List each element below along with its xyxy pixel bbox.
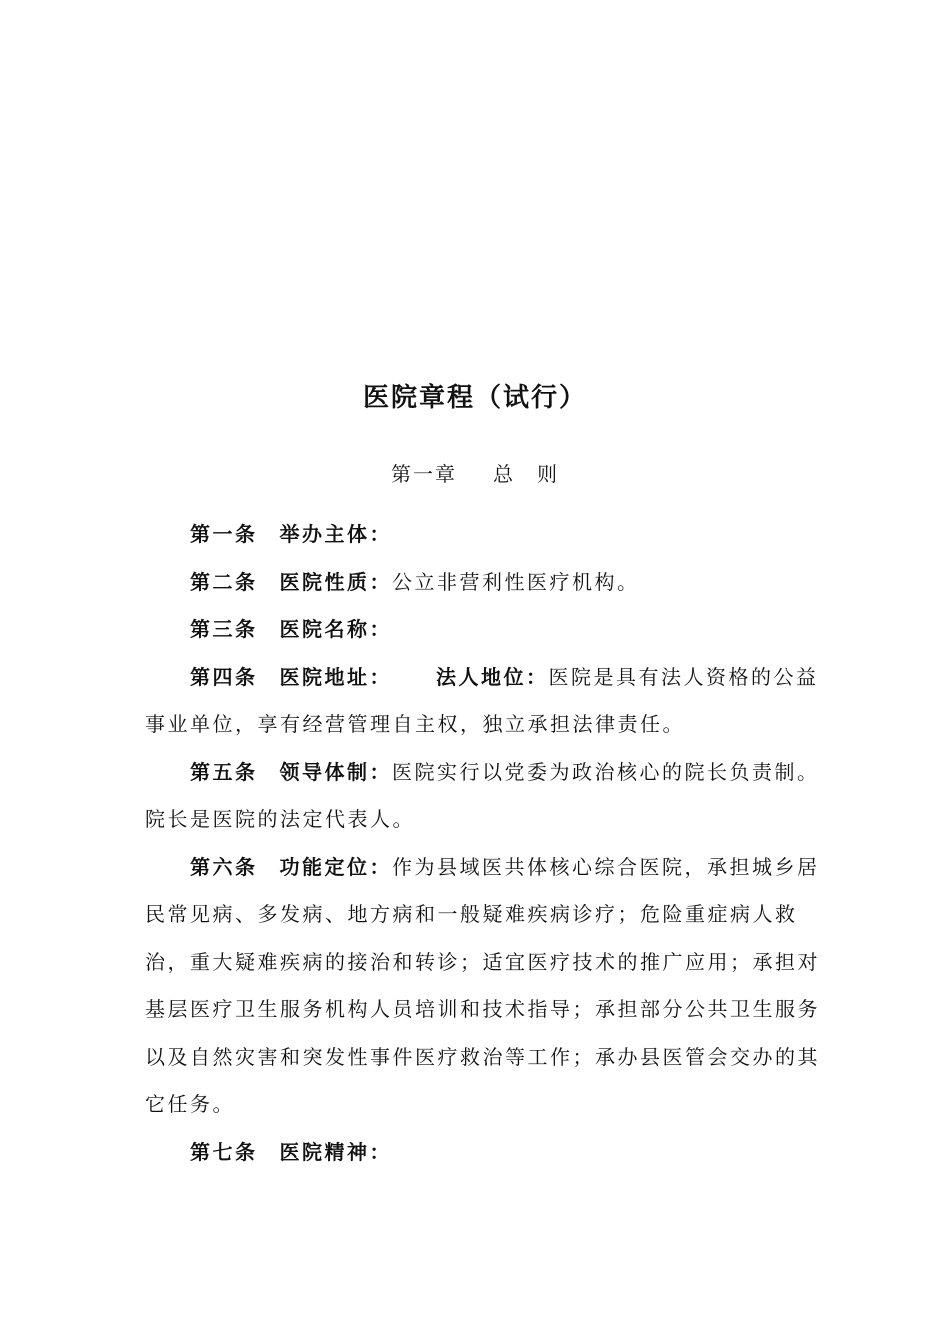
article-heading: 领导体制：: [279, 759, 392, 784]
article-5: [145, 749, 825, 844]
article-text: 公立非营利性医疗机构。: [392, 569, 640, 594]
article-heading: 医院名称：: [279, 617, 392, 641]
chapter-heading: [0, 458, 950, 490]
article-4: [145, 654, 825, 749]
article-number: 第一条: [190, 522, 258, 546]
chapter-name-first: 总: [493, 462, 515, 486]
article-number: 第四条: [190, 664, 258, 689]
article-1: [145, 511, 825, 559]
article-number: 第二条: [190, 569, 258, 594]
document-body: [145, 511, 825, 1176]
article-heading: 医院地址：: [279, 664, 392, 689]
article-7: [145, 1129, 825, 1177]
article-heading: 医院精神：: [279, 1139, 392, 1164]
article-number: 第三条: [190, 617, 258, 641]
article-number: 第七条: [190, 1139, 258, 1164]
article-number: 第六条: [190, 854, 258, 879]
article-text: 作为县域医共体核心综合医院，承担城乡居民常见病、多发病、地方病和一般疑难疾病诊疗；危险重症病人救治，重大疑难疾病的接治和转诊；适宜医疗技术的推广应用；承担对基层医疗卫生服务机构人员培训和技术指导；承担部分公共卫生服务以及自然灾害和突发性事件医疗救治等工作；承办县医管会交办的其它任务。: [145, 854, 820, 1116]
article-heading: 医院性质：: [279, 569, 392, 594]
article-heading: 功能定位：: [279, 854, 392, 879]
article-2: [145, 559, 825, 607]
article-3: [145, 606, 825, 654]
chapter-name-second: 则: [537, 462, 559, 486]
article-text: 医院是具有法人资格的公益事业单位，享有经营管理自主权，独立承担法律责任。: [145, 664, 819, 736]
document-title: 医院章程（试行）: [362, 383, 587, 413]
chapter-number: 第一章: [391, 462, 457, 486]
article-number: 第五条: [190, 759, 258, 784]
article-heading: 举办主体：: [279, 522, 392, 546]
article-6: [145, 844, 825, 1129]
article-heading-secondary: 法人地位：: [436, 664, 549, 689]
article-text: 医院实行以党委为政治核心的院长负责制。院长是医院的法定代表人。: [145, 759, 820, 831]
